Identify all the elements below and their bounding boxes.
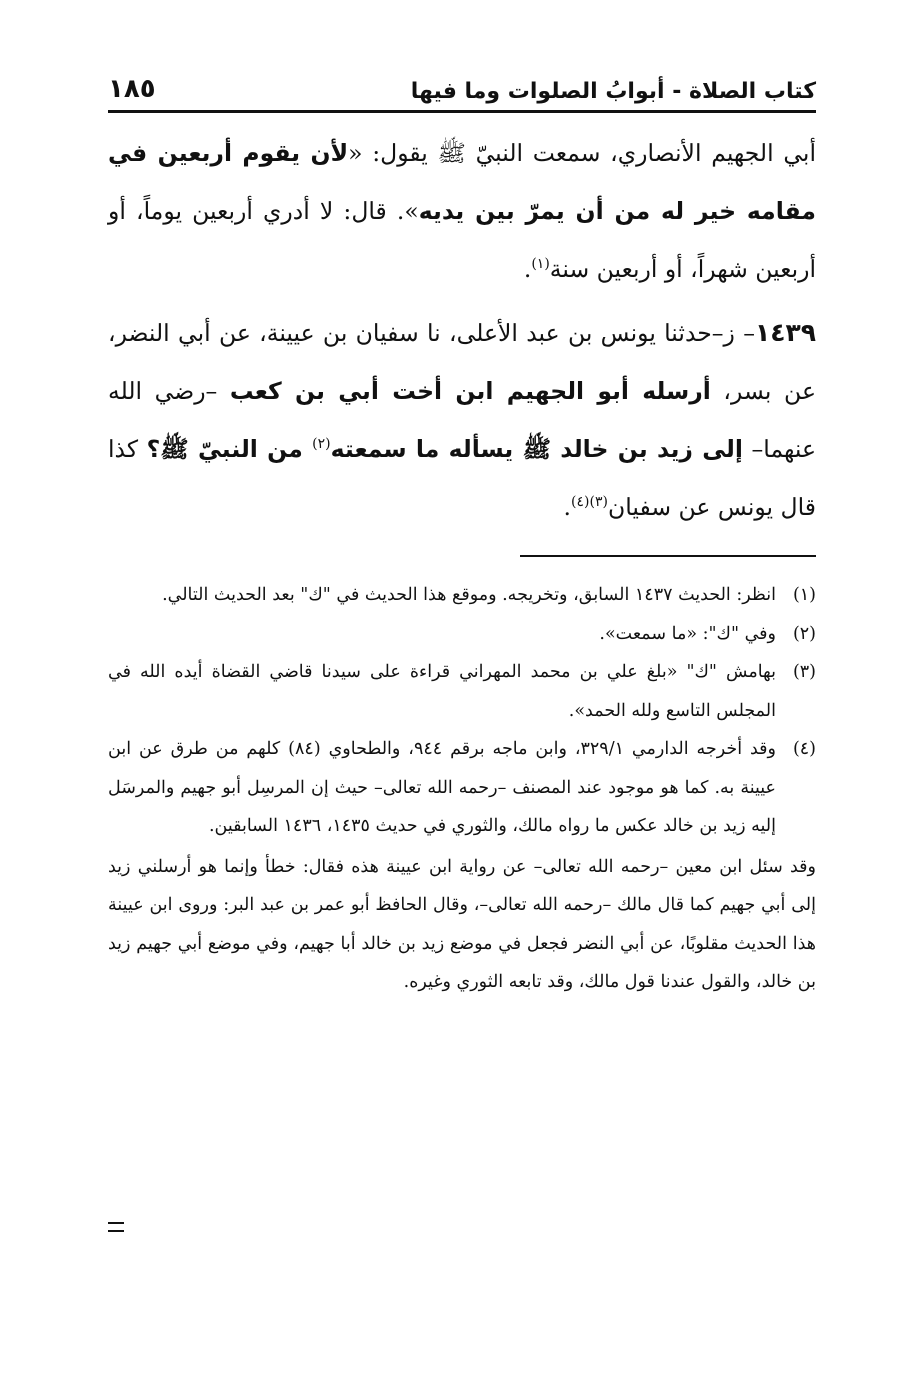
bold-text: إلى زيد بن خالد ﷺ يسأله ما سمعته [330, 435, 743, 463]
text-run: –رضي الله عنهما– [108, 377, 816, 463]
footnote-marker: (٣) [792, 662, 816, 682]
bold-text: من النبيّ ﷺ؟ [146, 435, 313, 463]
footnotes [108, 576, 816, 1002]
text-run: أبي الجهيم الأنصاري، سمعت النبيّ ﷺ يقول: « [348, 139, 816, 167]
footnote-text: بهامش "ك" «بلغ علي بن محمد المهراني قراءة على سيدنا قاضي القضاة أيده الله في المجلس التاسع ولله الحمد». [108, 662, 776, 721]
header-rule [108, 110, 816, 113]
footnote-text: انظر: الحديث ١٤٣٧ السابق، وتخريجه. وموقع هذا الحديث في "ك" بعد الحديث التالي. [162, 585, 776, 605]
hadith-number: ١٤٣٩ [754, 318, 816, 347]
text-run: ». قال: لا أدري أربعين يوماً، أو أربعين شهراً، أو أربعين سنة [108, 197, 816, 283]
footnote-separator [520, 555, 816, 557]
footnote-4 [108, 730, 816, 846]
footnote-1 [108, 576, 816, 615]
page-header [108, 68, 816, 104]
footnote-ref-1[interactable]: (١) [531, 256, 550, 273]
footnote-2 [108, 615, 816, 654]
bold-text: أرسله أبو الجهيم ابن أخت أبي بن كعب [229, 377, 711, 405]
paragraph-hadith-1439 [108, 304, 816, 536]
text-run: . [563, 493, 571, 521]
text-run: – ز–حدثنا يونس بن عبد الأعلى، نا سفيان بن عيينة، عن أبي النضر، عن بسر، [108, 319, 816, 405]
footnote-4-continuation: وقد سئل ابن معين –رحمه الله تعالى– عن رواية ابن عيينة هذه فقال: خطأ وإنما هو أرسلني زيد إلى أبي جهيم كما قال مالك –رحمه الله تعالى–، وقال الحافظ أبو عمر بن عبد البر: وروى ابن عيينة هذا الحديث مقلوبًا، عن أبي النضر فجعل في موضع زيد بن خالد أبا جهيم، وفي موضع أبي جهيم زيد بن خالد، والقول عندنا قول مالك، وقد تابعه الثوري وغيره. [108, 856, 816, 992]
paragraph-hadith-continuation [108, 124, 816, 298]
footnote-text: وقد أخرجه الدارمي ٣٢٩/١، وابن ماجه برقم ٩٤٤، والطحاوي (٨٤) كلهم من طرق عن ابن عيينة به. كما هو موجود عند المصنف –رحمه الله تعالى– حيث إن المرسِل أبو جهيم والمرسَل إليه زيد بن خالد عكس ما رواه مالك، والثوري في حديث ١٤٣٥، ١٤٣٦ السابقين. [108, 739, 776, 836]
text-run: . [523, 255, 532, 283]
main-text [108, 124, 816, 536]
footnote-ref-3-4[interactable]: (٣)(٤) [571, 494, 608, 511]
footnote-marker: (١) [792, 585, 816, 605]
text-run: كذا قال يونس عن سفيان [108, 435, 816, 521]
page-end-mark [108, 1222, 124, 1232]
footnote-text: وفي "ك": «ما سمعت». [599, 623, 776, 644]
page-number: ١٨٥ [108, 74, 156, 104]
footnote-ref-2[interactable]: (٢) [312, 436, 331, 453]
footnote-3 [108, 653, 816, 730]
footnote-marker: (٤) [792, 739, 816, 759]
footnote-marker: (٢) [792, 623, 816, 644]
running-title: كتاب الصلاة - أبوابُ الصلوات وما فيها [410, 79, 816, 104]
bold-quote: لأن يقوم أربعين في مقامه خير له من أن يمرّ بين يديه [108, 139, 816, 225]
